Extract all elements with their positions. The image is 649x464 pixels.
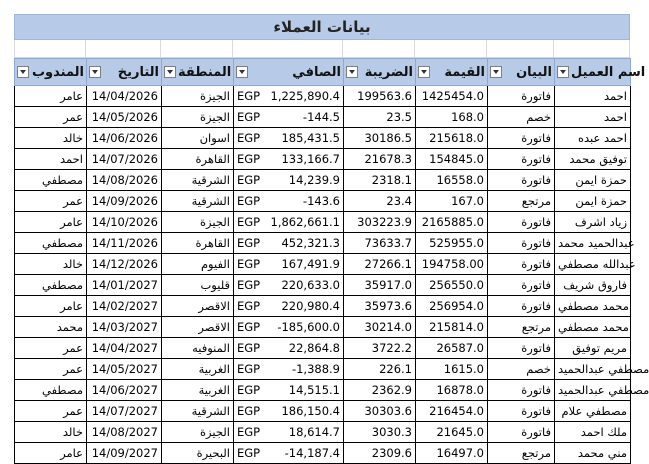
cell-value[interactable]: 256954.0 [416,296,488,317]
cell-desc[interactable]: خصم [488,359,555,380]
cell-desc[interactable]: فاتورة [488,254,555,275]
currency-label: EGP [237,320,261,334]
cell-date[interactable]: 14/04/2026 [87,86,162,107]
cell-rep[interactable]: عامر [15,296,87,317]
header-label: التاريخ [117,64,159,80]
cell-customer[interactable]: توفيق محمد [555,149,631,170]
currency-label: EGP [237,341,261,355]
cell-customer[interactable]: مصطفي علام [555,401,631,422]
cell-tax[interactable]: 35973.6 [344,296,416,317]
cell-rep[interactable]: مصطفي [15,275,87,296]
cell-net[interactable] [234,443,344,464]
cell-region[interactable]: قليوب [162,275,234,296]
header-customer[interactable] [555,59,646,86]
currency-label: EGP [237,110,261,124]
net-amount: 1,862,661.1 [270,215,340,229]
table-row [15,275,631,296]
cell-value[interactable]: 1425454.0 [416,86,488,107]
header-label: اسم العميل [571,64,646,80]
cell-customer[interactable]: مصطفي عبدالحميد [555,380,631,401]
cell-customer[interactable]: احمد [555,107,631,128]
cell-tax[interactable]: 30303.6 [344,401,416,422]
header-label: المندوب [31,64,84,80]
cell-rep[interactable]: خالد [15,422,87,443]
cell-region[interactable]: القاهرة [162,233,234,254]
header-label: المنطقة [178,64,232,80]
currency-label: EGP [237,362,261,376]
net-amount: 185,431.5 [281,131,340,145]
cell-value[interactable]: 216454.0 [416,401,488,422]
cell-region[interactable]: القاهرة [162,149,234,170]
cell-tax[interactable]: 3030.3 [344,422,416,443]
filter-dropdown-icon[interactable] [164,66,176,78]
header-label: البيان [516,64,552,80]
cell-tax[interactable]: 23.4 [344,191,416,212]
net-amount: 220,633.0 [281,278,340,292]
cell-value[interactable]: 26587.0 [416,338,488,359]
header-label: القيمة [444,64,485,80]
cell-date[interactable]: 14/05/2026 [87,107,162,128]
net-amount: 22,864.8 [288,341,340,355]
cell-value[interactable]: 194758.00 [416,254,488,275]
currency-label: EGP [237,404,261,418]
currency-label: EGP [237,215,261,229]
cell-customer[interactable]: محمد مصطفي [555,296,631,317]
cell-desc[interactable]: فاتورة [488,401,555,422]
cell-date[interactable]: 14/10/2026 [87,212,162,233]
cell-desc[interactable]: فاتورة [488,149,555,170]
cell-customer[interactable]: ملك احمد [555,422,631,443]
header-value[interactable] [416,59,488,86]
cell-region[interactable]: الجيزة [162,212,234,233]
table-row [15,149,631,170]
net-amount: -14,187.4 [284,446,340,460]
header-desc[interactable] [488,59,555,86]
cell-rep[interactable]: عامر [15,443,87,464]
net-amount: 186,150.4 [281,404,340,418]
empty-cell[interactable] [487,40,554,58]
cell-customer[interactable]: حمزة ايمن [555,170,631,191]
cell-desc[interactable]: فاتورة [488,380,555,401]
currency-label: EGP [237,383,261,397]
cell-tax[interactable]: 2362.9 [344,380,416,401]
table-row [15,233,631,254]
cell-rep[interactable]: مصطفي [15,233,87,254]
header-tax[interactable] [344,59,416,86]
cell-tax[interactable]: 303223.9 [344,212,416,233]
cell-value[interactable]: 154845.0 [416,149,488,170]
cell-tax[interactable]: 2318.1 [344,170,416,191]
cell-region[interactable]: الجيزة [162,107,234,128]
cell-tax[interactable]: 226.1 [344,359,416,380]
cell-net[interactable] [234,317,344,338]
cell-value[interactable]: 525955.0 [416,233,488,254]
cell-region[interactable]: الشرقية [162,191,234,212]
cell-date[interactable]: 14/08/2027 [87,422,162,443]
cell-tax[interactable]: 199563.6 [344,86,416,107]
net-amount: 14,239.9 [288,173,340,187]
cell-net[interactable] [234,254,344,275]
cell-date[interactable]: 14/09/2027 [87,443,162,464]
cell-date[interactable]: 14/01/2027 [87,275,162,296]
cell-rep[interactable]: عمر [15,191,87,212]
cell-value[interactable]: 16497.0 [416,443,488,464]
cell-region[interactable]: الشرقية [162,401,234,422]
cell-customer[interactable]: احمد [555,86,631,107]
cell-rep[interactable]: مصطفي [15,170,87,191]
cell-date[interactable]: 14/03/2027 [87,317,162,338]
cell-value[interactable]: 21645.0 [416,422,488,443]
net-amount: -143.6 [302,194,340,208]
cell-date[interactable]: 14/05/2027 [87,359,162,380]
cell-region[interactable]: المنوفيه [162,338,234,359]
cell-region[interactable]: الشرقية [162,170,234,191]
cell-desc[interactable]: مرتجع [488,191,555,212]
table-row [15,254,631,275]
header-label: الضريبة [364,64,413,80]
cell-region[interactable]: الاقصر [162,296,234,317]
filter-dropdown-icon[interactable] [236,66,248,78]
spreadsheet [14,14,649,464]
cell-tax[interactable]: 30186.5 [344,128,416,149]
cell-desc[interactable]: فاتورة [488,275,555,296]
header-region[interactable] [162,59,234,86]
currency-label: EGP [237,194,261,208]
cell-date[interactable]: 14/06/2026 [87,128,162,149]
net-amount: -1,388.9 [291,362,340,376]
net-amount: 18,614.7 [288,425,340,439]
cell-customer[interactable]: فاروق شريف [555,275,631,296]
cell-net[interactable] [234,338,344,359]
cell-desc[interactable]: مرتجع [488,443,555,464]
cell-net[interactable] [234,86,344,107]
cell-customer[interactable]: عبدالله مصطفي [555,254,631,275]
cell-value[interactable]: 16558.0 [416,170,488,191]
cell-date[interactable]: 14/09/2026 [87,191,162,212]
cell-value[interactable]: 168.0 [416,107,488,128]
cell-rep[interactable]: عمر [15,338,87,359]
cell-value[interactable]: 215618.0 [416,128,488,149]
currency-label: EGP [237,152,261,166]
cell-rep[interactable]: عمر [15,107,87,128]
table-row [15,338,631,359]
cell-date[interactable]: 14/08/2026 [87,170,162,191]
cell-date[interactable]: 14/04/2027 [87,338,162,359]
sheet-title[interactable]: بيانات العملاء [14,14,630,40]
cell-region[interactable]: الجيزة [162,86,234,107]
cell-tax[interactable]: 73633.7 [344,233,416,254]
cell-net[interactable] [234,191,344,212]
table-row [15,401,631,422]
cell-desc[interactable]: فاتورة [488,422,555,443]
cell-desc[interactable]: فاتورة [488,170,555,191]
cell-net[interactable] [234,170,344,191]
empty-cell[interactable] [554,40,630,58]
cell-date[interactable]: 14/02/2027 [87,296,162,317]
cell-net[interactable] [234,275,344,296]
currency-label: EGP [237,89,261,103]
cell-desc[interactable]: فاتورة [488,212,555,233]
table-row [15,191,631,212]
cell-desc[interactable]: خصم [488,107,555,128]
table-row [15,86,631,107]
net-amount: 14,515.1 [288,383,340,397]
cell-desc[interactable]: فاتورة [488,296,555,317]
cell-customer[interactable]: زياد اشرف [555,212,631,233]
cell-net[interactable] [234,380,344,401]
empty-cell[interactable] [233,40,343,58]
cell-rep[interactable]: مصطفي [15,380,87,401]
cell-desc[interactable]: فاتورة [488,128,555,149]
filter-dropdown-icon[interactable] [346,66,358,78]
table-row [15,107,631,128]
cell-date[interactable]: 14/11/2026 [87,233,162,254]
filter-dropdown-icon[interactable] [490,66,502,78]
cell-rep[interactable]: احمد [15,149,87,170]
cell-value[interactable]: 2165885.0 [416,212,488,233]
cell-customer[interactable]: مصطفي عبدالحميد [555,359,631,380]
cell-tax[interactable]: 2309.6 [344,443,416,464]
cell-net[interactable] [234,296,344,317]
cell-region[interactable]: الغربية [162,359,234,380]
cell-rep[interactable]: عامر [15,212,87,233]
table-row [15,422,631,443]
empty-cell[interactable] [343,40,415,58]
cell-tax[interactable]: 23.5 [344,107,416,128]
header-net[interactable] [234,59,344,86]
empty-cell[interactable] [14,40,86,58]
cell-rep[interactable]: عامر [15,86,87,107]
cell-tax[interactable]: 30214.0 [344,317,416,338]
header-rep[interactable] [15,59,87,86]
currency-label: EGP [237,257,261,271]
cell-region[interactable]: البحيرة [162,443,234,464]
cell-tax[interactable]: 21678.3 [344,149,416,170]
filter-dropdown-icon[interactable] [418,66,430,78]
cell-date[interactable]: 14/12/2026 [87,254,162,275]
cell-desc[interactable]: فاتورة [488,86,555,107]
cell-region[interactable]: الغربية [162,380,234,401]
cell-customer[interactable]: احمد عبده [555,128,631,149]
cell-region[interactable]: الاقصر [162,317,234,338]
empty-cell[interactable] [86,40,161,58]
cell-customer[interactable]: حمزة ايمن [555,191,631,212]
customers-table [14,58,649,464]
table-row [15,443,631,464]
cell-customer[interactable]: عبدالحميد محمد [555,233,631,254]
cell-net[interactable] [234,233,344,254]
table-row [15,380,631,401]
cell-value[interactable]: 256550.0 [416,275,488,296]
table-row [15,212,631,233]
net-amount: 452,321.3 [281,236,340,250]
cell-value[interactable]: 1615.0 [416,359,488,380]
filter-dropdown-icon[interactable] [17,66,29,78]
cell-desc[interactable]: مرتجع [488,317,555,338]
table-row [15,296,631,317]
table-row [15,170,631,191]
currency-label: EGP [237,236,261,250]
cell-net[interactable] [234,359,344,380]
header-row [15,59,631,86]
table-row [15,359,631,380]
cell-region[interactable]: اسوان [162,128,234,149]
cell-net[interactable] [234,422,344,443]
currency-label: EGP [237,446,261,460]
cell-tax[interactable]: 3722.2 [344,338,416,359]
blank-row [14,40,630,58]
cell-rep[interactable]: عمر [15,401,87,422]
currency-label: EGP [237,173,261,187]
cell-date[interactable]: 14/06/2027 [87,380,162,401]
cell-customer[interactable]: مني محمد [555,443,631,464]
cell-rep[interactable]: خالد [15,128,87,149]
cell-rep[interactable]: عمر [15,359,87,380]
net-amount: -144.5 [302,110,340,124]
cell-region[interactable]: الفيوم [162,254,234,275]
cell-tax[interactable]: 27266.1 [344,254,416,275]
cell-net[interactable] [234,212,344,233]
net-amount: 1,225,890.4 [270,89,340,103]
table-body [15,86,649,464]
net-amount: 133,166.7 [281,152,340,166]
cell-region[interactable]: الجيزة [162,422,234,443]
cell-date[interactable]: 14/07/2026 [87,149,162,170]
header-date[interactable] [87,59,162,86]
header-label: الصافي [292,64,341,80]
cell-customer[interactable]: مريم توفيق [555,338,631,359]
cell-tax[interactable]: 35917.0 [344,275,416,296]
cell-value[interactable]: 167.0 [416,191,488,212]
cell-net[interactable] [234,128,344,149]
empty-cell[interactable] [161,40,233,58]
cell-rep[interactable]: محمد [15,317,87,338]
cell-rep[interactable]: خالد [15,254,87,275]
currency-label: EGP [237,131,261,145]
filter-dropdown-icon[interactable] [557,66,569,78]
cell-customer[interactable]: محمد مصطفي [555,317,631,338]
currency-label: EGP [237,299,261,313]
table-row [15,128,631,149]
cell-date[interactable]: 14/07/2027 [87,401,162,422]
currency-label: EGP [237,278,261,292]
table-row [15,317,631,338]
currency-label: EGP [237,425,261,439]
net-amount: 167,491.9 [281,257,340,271]
empty-cell[interactable] [415,40,487,58]
cell-desc[interactable]: فاتورة [488,233,555,254]
cell-value[interactable]: 16878.0 [416,380,488,401]
net-amount: 220,980.4 [281,299,340,313]
net-amount: -185,600.0 [277,320,340,334]
cell-net[interactable] [234,401,344,422]
cell-net[interactable] [234,107,344,128]
cell-desc[interactable]: فاتورة [488,338,555,359]
cell-net[interactable] [234,149,344,170]
cell-value[interactable]: 215814.0 [416,317,488,338]
filter-dropdown-icon[interactable] [89,66,101,78]
